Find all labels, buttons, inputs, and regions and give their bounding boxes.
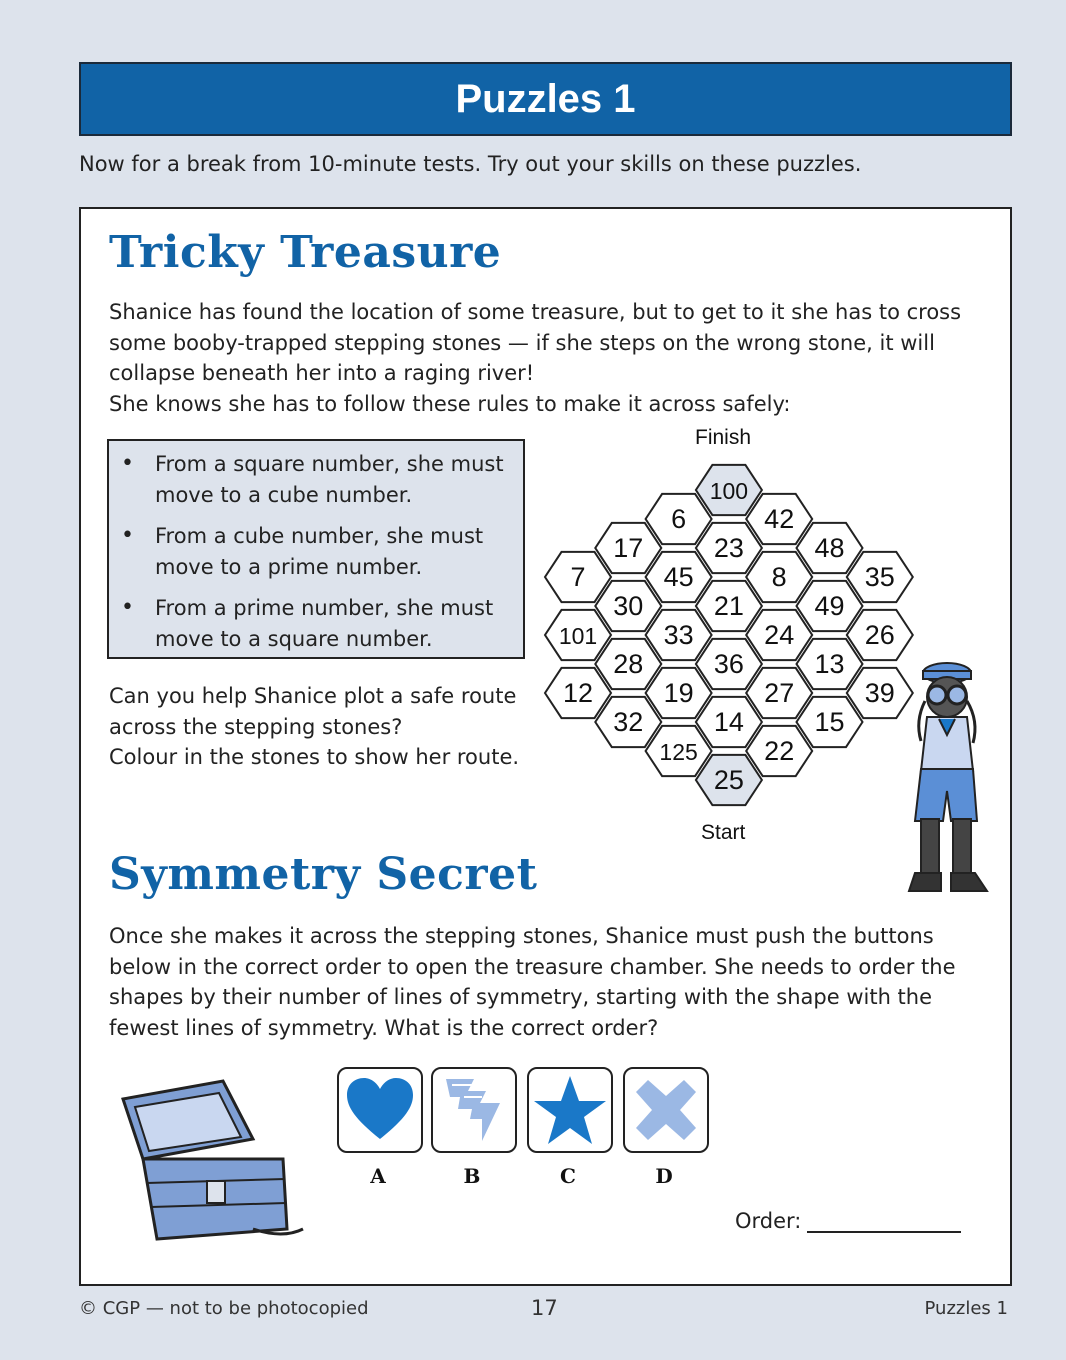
button-b-lightning[interactable] — [431, 1067, 517, 1153]
button-c-label: C — [560, 1164, 576, 1188]
rule-item: • From a prime number, she must move to a square number. — [155, 593, 523, 654]
button-d-label: D — [655, 1164, 673, 1188]
stone-number: 23 — [713, 533, 744, 563]
stone-number: 26 — [864, 620, 895, 650]
stone-number: 100 — [709, 478, 749, 504]
stone-number: 36 — [713, 649, 744, 679]
stone-number: 125 — [659, 739, 698, 765]
stone-number: 27 — [764, 678, 795, 708]
intro-text: Now for a break from 10-minute tests. Try out your skills on these puzzles. — [79, 152, 862, 176]
footer-copyright: © CGP — not to be photocopied — [79, 1298, 369, 1319]
stone-number: 30 — [613, 591, 644, 621]
puzzle-panel — [79, 207, 1012, 1286]
text-line: Shanice has found the location of some treasure, but to get to it she has to cross — [109, 300, 962, 324]
text-line: She knows she has to follow these rules to make it across safely: — [109, 391, 791, 416]
stepping-stones-grid — [81, 209, 1010, 909]
button-a-label: A — [370, 1164, 386, 1188]
text-line: Can you help Shanice plot a safe route — [109, 684, 517, 708]
footer-page-number: 17 — [531, 1296, 558, 1320]
rule-item: • From a square number, she must move to a cube number. — [155, 449, 523, 510]
text-line: Colour in the stones to show her route. — [109, 745, 520, 769]
text-line: across the stepping stones? — [109, 714, 403, 739]
stone-number: 28 — [613, 649, 644, 679]
stone-number: 19 — [663, 678, 694, 708]
stone-number: 101 — [558, 623, 598, 649]
order-answer — [735, 1209, 961, 1233]
stone-number: 6 — [671, 504, 687, 534]
stone-number: 22 — [764, 736, 795, 766]
order-label: Order: — [735, 1209, 802, 1233]
stone-number: 24 — [764, 620, 795, 650]
stone-number: 15 — [814, 707, 845, 737]
stone-number: 13 — [814, 649, 845, 679]
button-b-label: B — [463, 1164, 481, 1188]
tricky-treasure-heading: Tricky Treasure — [109, 227, 502, 278]
explorer-girl-illustration — [907, 661, 997, 901]
stone-number: 21 — [713, 591, 744, 621]
order-answer-line[interactable] — [807, 1209, 961, 1233]
stone-number: 8 — [771, 562, 787, 592]
stone-number: 39 — [864, 678, 895, 708]
stone-number: 25 — [713, 765, 744, 795]
treasure-chest-illustration — [103, 1079, 313, 1249]
stone-number: 48 — [814, 533, 845, 563]
text-line: fewest lines of symmetry. What is the correct order? — [109, 1015, 659, 1040]
symmetry-paragraph — [109, 921, 956, 1043]
text-line: shapes by their number of lines of symmetry, starting with the shape with the — [109, 985, 933, 1009]
symmetry-secret-heading: Symmetry Secret — [109, 849, 538, 900]
button-a-heart[interactable] — [337, 1067, 423, 1153]
stone-number: 14 — [713, 707, 744, 737]
stone-number: 35 — [864, 562, 895, 592]
cross-icon — [632, 1076, 700, 1144]
stone-number: 33 — [663, 620, 694, 650]
text-line: Once she makes it across the stepping stones, Shanice must push the buttons — [109, 924, 934, 948]
text-line: collapse beneath her into a raging river! — [109, 361, 535, 385]
rule-item: • From a cube number, she must move to a prime number. — [155, 521, 523, 582]
text-line: some booby-trapped stepping stones — if she steps on the wrong stone, it will — [109, 330, 935, 355]
lightning-icon — [442, 1075, 506, 1145]
text-line: below in the correct order to open the treasure chamber. She needs to order the — [109, 954, 956, 979]
start-label: Start — [701, 821, 746, 844]
heart-icon — [345, 1075, 415, 1145]
finish-label: Finish — [695, 426, 752, 449]
stone-number: 32 — [613, 707, 644, 737]
stone-number: 42 — [764, 504, 795, 534]
stone-number: 45 — [663, 562, 694, 592]
stone-number: 7 — [570, 562, 586, 592]
button-c-star[interactable] — [527, 1067, 613, 1153]
stone-number: 12 — [562, 678, 594, 708]
footer-section: Puzzles 1 — [924, 1298, 1008, 1319]
star-icon — [532, 1074, 608, 1146]
page-title: Puzzles 1 — [79, 62, 1012, 136]
stone-number: 49 — [814, 591, 845, 621]
stone-number: 17 — [613, 533, 644, 563]
button-d-cross[interactable] — [623, 1067, 709, 1153]
